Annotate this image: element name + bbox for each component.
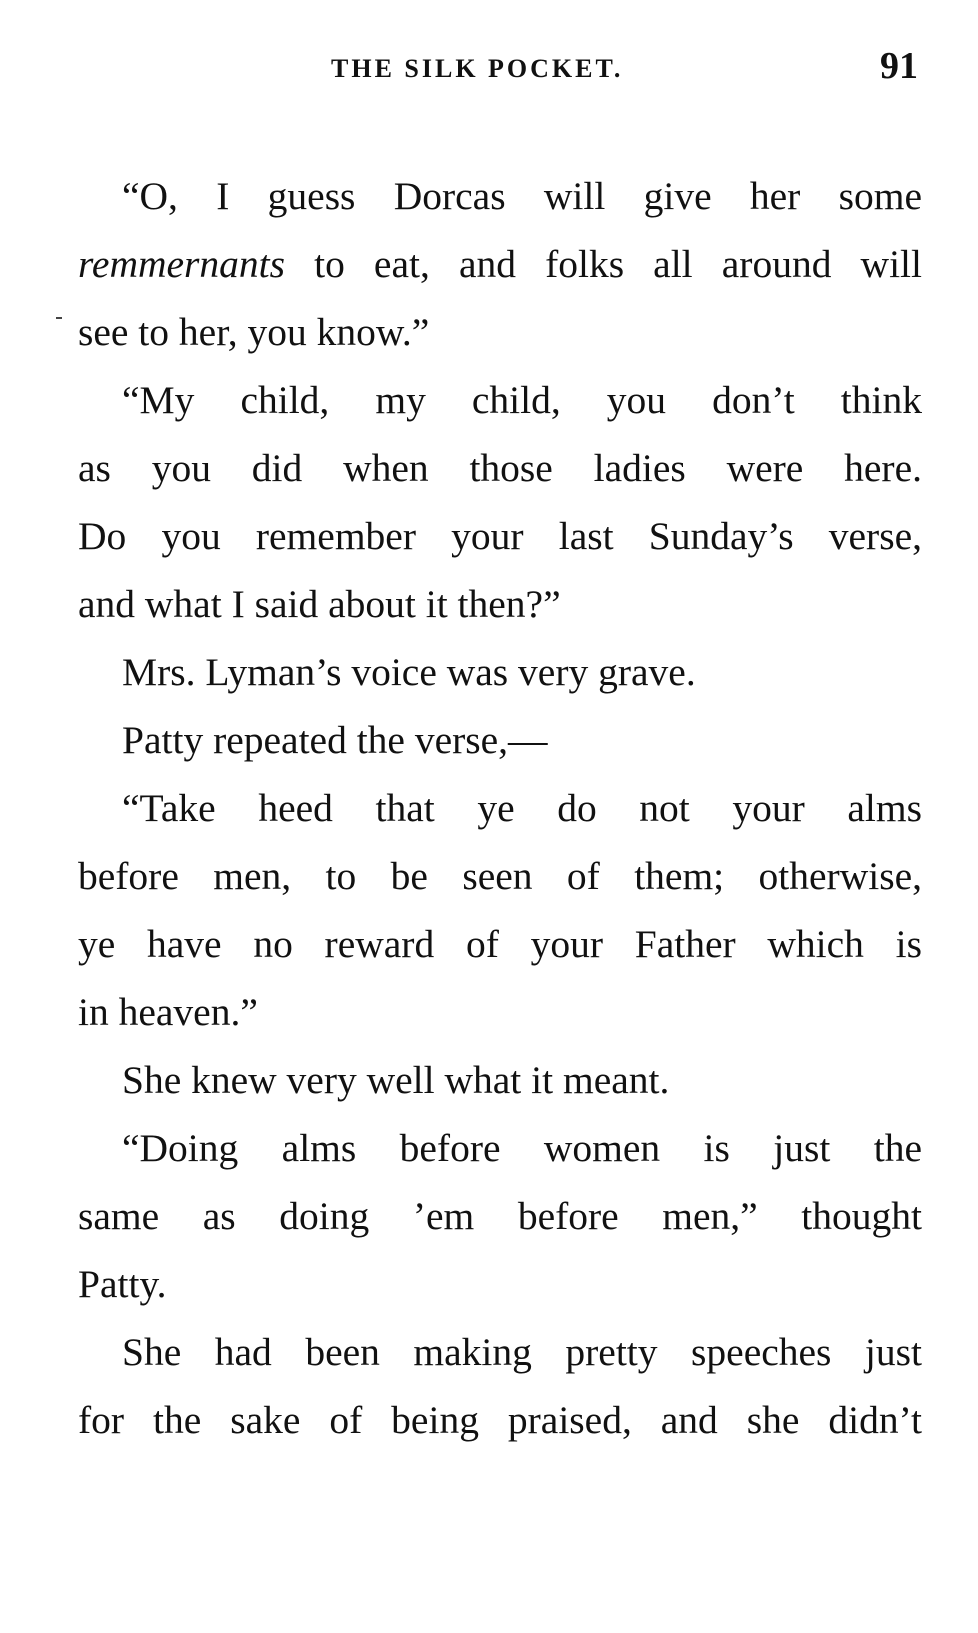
italic-word: remmernants	[78, 242, 285, 286]
text-line: Patty repeated the verse,—	[122, 718, 548, 762]
text-line: Mrs. Lyman’s voice was very grave.	[122, 650, 696, 694]
text-line: “O, I guess Dorcas will give her some	[122, 174, 922, 218]
text-line: “Doing alms before women is just the	[122, 1126, 922, 1170]
text-line: Do you remember your last Sunday’s verse,	[78, 514, 922, 558]
text-line: She had been making pretty speeches just	[122, 1330, 922, 1374]
text-line-rest: to eat, and folks all around will	[285, 242, 922, 286]
text-line	[78, 230, 922, 298]
text-line: Patty.	[78, 1262, 167, 1306]
running-title: THE SILK POCKET.	[331, 54, 624, 83]
body-text	[78, 162, 922, 1454]
text-line: “Take heed that ye do not your alms	[122, 786, 922, 830]
text-line: She knew very well what it meant.	[122, 1058, 670, 1102]
text-line: and what I said about it then?”	[78, 582, 561, 626]
text-line: in heaven.”	[78, 990, 258, 1034]
text-line: same as doing ’em before men,” thought	[78, 1194, 922, 1238]
margin-mark	[56, 317, 62, 319]
text-line: before men, to be seen of them; otherwise,	[78, 854, 922, 898]
page-number: 91	[880, 45, 918, 87]
text-line: as you did when those ladies were here.	[78, 446, 922, 490]
text-line: ye have no reward of your Father which is	[78, 922, 922, 966]
text-line: see to her, you know.”	[78, 310, 430, 354]
text-line: “My child, my child, you don’t think	[122, 378, 922, 422]
page-header	[78, 40, 922, 110]
book-page	[78, 40, 922, 1454]
text-line: for the sake of being praised, and she didn’t	[78, 1398, 922, 1442]
